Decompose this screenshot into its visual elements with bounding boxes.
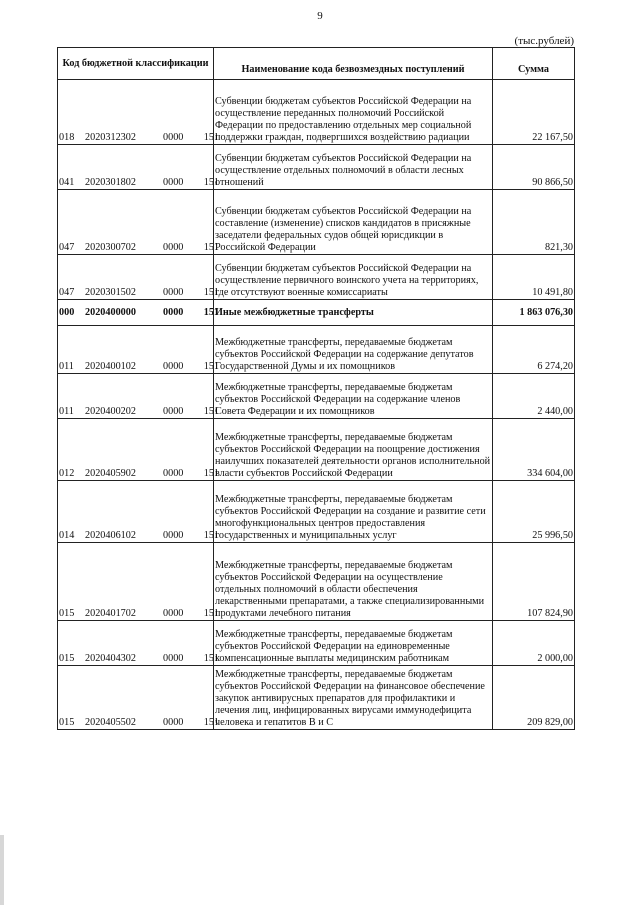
code-part-c2: 2020404302: [85, 653, 136, 664]
scan-edge-mark: [0, 835, 4, 905]
table-row: [58, 300, 575, 326]
revenue-name-cell: Межбюджетные трансферты, передаваемые бюджетам субъектов Российской Федерации на поощрение достижения наилучших показателей деятельности органов исполнительной власти субъектов Российской Федерации: [214, 419, 493, 481]
code-part-c1: 011: [59, 361, 74, 372]
budget-code-cell: [58, 419, 219, 481]
code-part-c2: 2020301802: [85, 177, 136, 188]
code-part-c4: 151: [203, 177, 219, 188]
revenue-name-cell: Субвенции бюджетам субъектов Российской Федерации на составление (изменение) списков кандидатов в присяжные заседатели федеральных судов общей юрисдикции в Российской Федерации: [214, 190, 493, 255]
sum-cell: 209 829,00: [493, 666, 575, 730]
code-part-c4: 151: [203, 608, 219, 619]
code-part-c2: 2020301502: [85, 287, 136, 298]
revenue-name-cell: Межбюджетные трансферты, передаваемые бюджетам субъектов Российской Федерации на содержание депутатов Государственной Думы и их помощников: [214, 326, 493, 374]
sum-cell: 22 167,50: [493, 80, 575, 145]
code-part-c4: 151: [203, 406, 219, 417]
sum-cell: 107 824,90: [493, 543, 575, 621]
code-part-c3: 0000: [163, 177, 184, 188]
table-row: [58, 481, 575, 543]
code-part-c3: 0000: [163, 287, 184, 298]
code-part-c4: 151: [203, 361, 219, 372]
revenue-name-cell: Межбюджетные трансферты, передаваемые бюджетам субъектов Российской Федерации на финансовое обеспечение закупок антивирусных препаратов для профилактики и лечения лиц, инфицированных вирусами иммунодефицита человека и гепатитов В и С: [214, 666, 493, 730]
sum-cell: 10 491,80: [493, 255, 575, 300]
code-part-c1: 041: [59, 177, 75, 188]
code-part-c4: 151: [203, 717, 219, 728]
budget-code-cell: [58, 481, 219, 543]
code-part-c3: 0000: [163, 306, 184, 318]
sum-cell: 2 440,00: [493, 374, 575, 419]
budget-code-cell: [58, 190, 219, 255]
revenue-name-cell: Межбюджетные трансферты, передаваемые бюджетам субъектов Российской Федерации на содержание членов Совета Федерации и их помощников: [214, 374, 493, 419]
table-header-row: [58, 48, 575, 80]
code-part-c4: 151: [203, 468, 219, 479]
code-part-c2: 2020400102: [85, 361, 136, 372]
budget-code-cell: [58, 374, 219, 419]
revenue-name-cell: Субвенции бюджетам субъектов Российской Федерации на осуществление переданных полномочий Российской Федерации по предоставлению отдельных мер социальной поддержки граждан, подвергшихся воздействию радиации: [214, 80, 493, 145]
sum-cell: 90 866,50: [493, 145, 575, 190]
code-part-c4: 151: [203, 306, 219, 318]
code-part-c3: 0000: [163, 530, 184, 541]
table-row: [58, 255, 575, 300]
header-sum: Сумма: [493, 48, 575, 80]
code-part-c1: 047: [59, 287, 75, 298]
code-part-c2: 2020300702: [85, 242, 136, 253]
budget-code-cell: [58, 145, 219, 190]
budget-table: [57, 47, 575, 730]
code-part-c3: 0000: [163, 132, 184, 143]
table-body: [58, 80, 575, 730]
budget-code-cell: [58, 255, 219, 300]
table-row: [58, 190, 575, 255]
sum-cell: 1 863 076,30: [493, 300, 575, 326]
code-part-c2: 2020401702: [85, 608, 136, 619]
revenue-name-cell: Субвенции бюджетам субъектов Российской Федерации на осуществление первичного воинского учета на территориях, где отсутствуют военные комиссариаты: [214, 255, 493, 300]
budget-code-cell: [58, 80, 219, 145]
code-part-c2: 2020400202: [85, 406, 136, 417]
header-code: Код бюджетной классификации: [58, 48, 214, 80]
code-part-c4: 151: [203, 653, 219, 664]
code-part-c1: 015: [59, 717, 75, 728]
code-part-c3: 0000: [163, 717, 184, 728]
code-part-c4: 151: [203, 132, 219, 143]
code-part-c4: 151: [203, 530, 219, 541]
code-part-c1: 015: [59, 608, 75, 619]
sum-cell: 334 604,00: [493, 419, 575, 481]
budget-code-cell: [58, 300, 219, 326]
table-row: [58, 543, 575, 621]
code-part-c3: 0000: [163, 468, 184, 479]
code-part-c3: 0000: [163, 361, 184, 372]
code-part-c2: 2020405902: [85, 468, 136, 479]
code-part-c3: 0000: [163, 406, 184, 417]
revenue-name-cell: Иные межбюджетные трансферты: [214, 300, 493, 326]
code-part-c1: 014: [59, 530, 75, 541]
code-part-c4: 151: [203, 242, 219, 253]
budget-code-cell: [58, 666, 219, 730]
budget-code-cell: [58, 621, 219, 666]
table-row: [58, 666, 575, 730]
sum-cell: 25 996,50: [493, 481, 575, 543]
code-part-c3: 0000: [163, 242, 184, 253]
revenue-name-cell: Межбюджетные трансферты, передаваемые бюджетам субъектов Российской Федерации на создание и развитие сети многофункциональных центров предоставления государственных и муниципальных услуг: [214, 481, 493, 543]
table-row: [58, 374, 575, 419]
code-part-c2: 2020406102: [85, 530, 136, 541]
code-part-c2: 2020405502: [85, 717, 136, 728]
code-part-c2: 2020400000: [85, 306, 136, 318]
table-row: [58, 80, 575, 145]
revenue-name-cell: Межбюджетные трансферты, передаваемые бюджетам субъектов Российской Федерации на единовременные компенсационные выплаты медицинским работникам: [214, 621, 493, 666]
code-part-c1: 018: [59, 132, 75, 143]
code-part-c4: 151: [203, 287, 219, 298]
sum-cell: 2 000,00: [493, 621, 575, 666]
table-row: [58, 419, 575, 481]
budget-code-cell: [58, 543, 219, 621]
page-number: 9: [317, 10, 323, 22]
table-row: [58, 621, 575, 666]
code-part-c1: 000: [59, 306, 75, 318]
revenue-name-cell: Субвенции бюджетам субъектов Российской Федерации на осуществление отдельных полномочий в области лесных отношений: [214, 145, 493, 190]
code-part-c1: 047: [59, 242, 75, 253]
header-name: Наименование кода безвозмездных поступлений: [214, 48, 493, 80]
budget-code-cell: [58, 326, 219, 374]
revenue-name-cell: Межбюджетные трансферты, передаваемые бюджетам субъектов Российской Федерации на осуществление отдельных полномочий в области обеспечения лекарственными препаратами, а также специализированными продуктами лечебного питания: [214, 543, 493, 621]
code-part-c1: 011: [59, 406, 74, 417]
table-row: [58, 326, 575, 374]
code-part-c2: 2020312302: [85, 132, 136, 143]
code-part-c3: 0000: [163, 653, 184, 664]
code-part-c3: 0000: [163, 608, 184, 619]
code-part-c1: 015: [59, 653, 75, 664]
units-label: (тыс.рублей): [514, 35, 574, 47]
code-part-c1: 012: [59, 468, 75, 479]
sum-cell: 821,30: [493, 190, 575, 255]
sum-cell: 6 274,20: [493, 326, 575, 374]
table-row: [58, 145, 575, 190]
